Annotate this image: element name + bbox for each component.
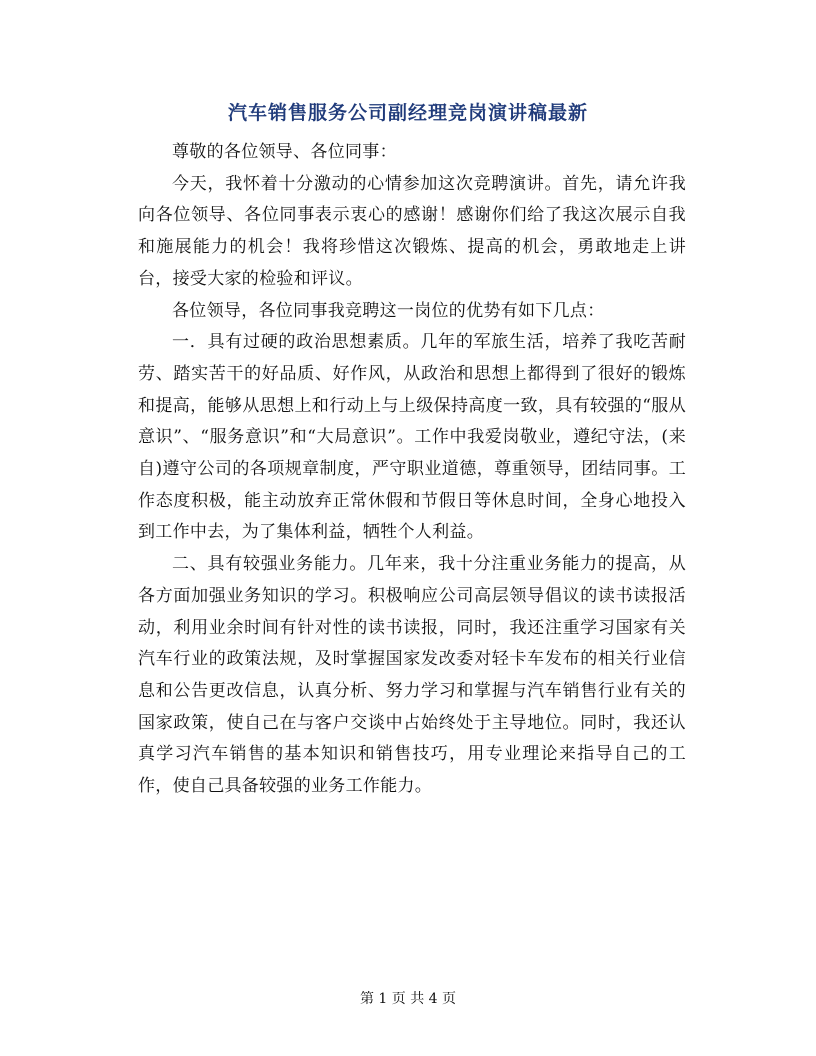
opening-paragraph: 今天，我怀着十分激动的心情参加这次竞聘演讲。首先，请允许我向各位领导、各位同事表示衷心的感谢！感谢你们给了我这次展示自我和施展能力的机会！我将珍惜这次锻炼、提高的机会，勇敢地走上讲台，接受大家的检验和评议。 [138, 173, 686, 289]
page-number-footer: 第 1 页 共 4 页 [359, 991, 457, 1007]
document-title: 汽车销售服务公司副经理竞岗演讲稿最新 [227, 102, 588, 124]
salutation-paragraph: 尊敬的各位领导、各位同事： [172, 142, 397, 162]
advantages-intro-paragraph: 各位领导，各位同事我竞聘这一岗位的优势有如下几点： [172, 300, 605, 321]
political-quality-paragraph: 一．具有过硬的政治思想素质。几年的军旅生活，培养了我吃苦耐劳、踏实苦干的好品质、好作风，从政治和思想上都得到了很好的锻炼和提高，能够从思想上和行动上与上级保持高度一致，具有较强的“服从意识”、“服务意识”和“大局意识”。工作中我爱岗敬业，遵纪守法，(来自)遵守公司的各项规章制度，严守职业道德，尊重领导，团结同事。工作态度积极，能主动放弃正常休假和节假日等休息时间，全身心地投入到工作中去，为了集体利益，牺牲个人利益。 [138, 332, 686, 543]
document-body [138, 137, 686, 803]
business-ability-paragraph: 二、具有较强业务能力。几年来，我十分注重业务能力的提高，从各方面加强业务知识的学习。积极响应公司高层领导倡议的读书读报活动，利用业余时间有针对性的读书读报，同时，我还注重学习国家有关汽车行业的政策法规，及时掌握国家发改委对轻卡车发布的相关行业信息和公告更改信息，认真分析、努力学习和掌握与汽车销售行业有关的国家政策，使自己在与客户交谈中占始终处于主导地位。同时，我还认真学习汽车销售的基本知识和销售技巧，用专业理论来指导自己的工作，使自己具备较强的业务工作能力。 [138, 554, 686, 797]
